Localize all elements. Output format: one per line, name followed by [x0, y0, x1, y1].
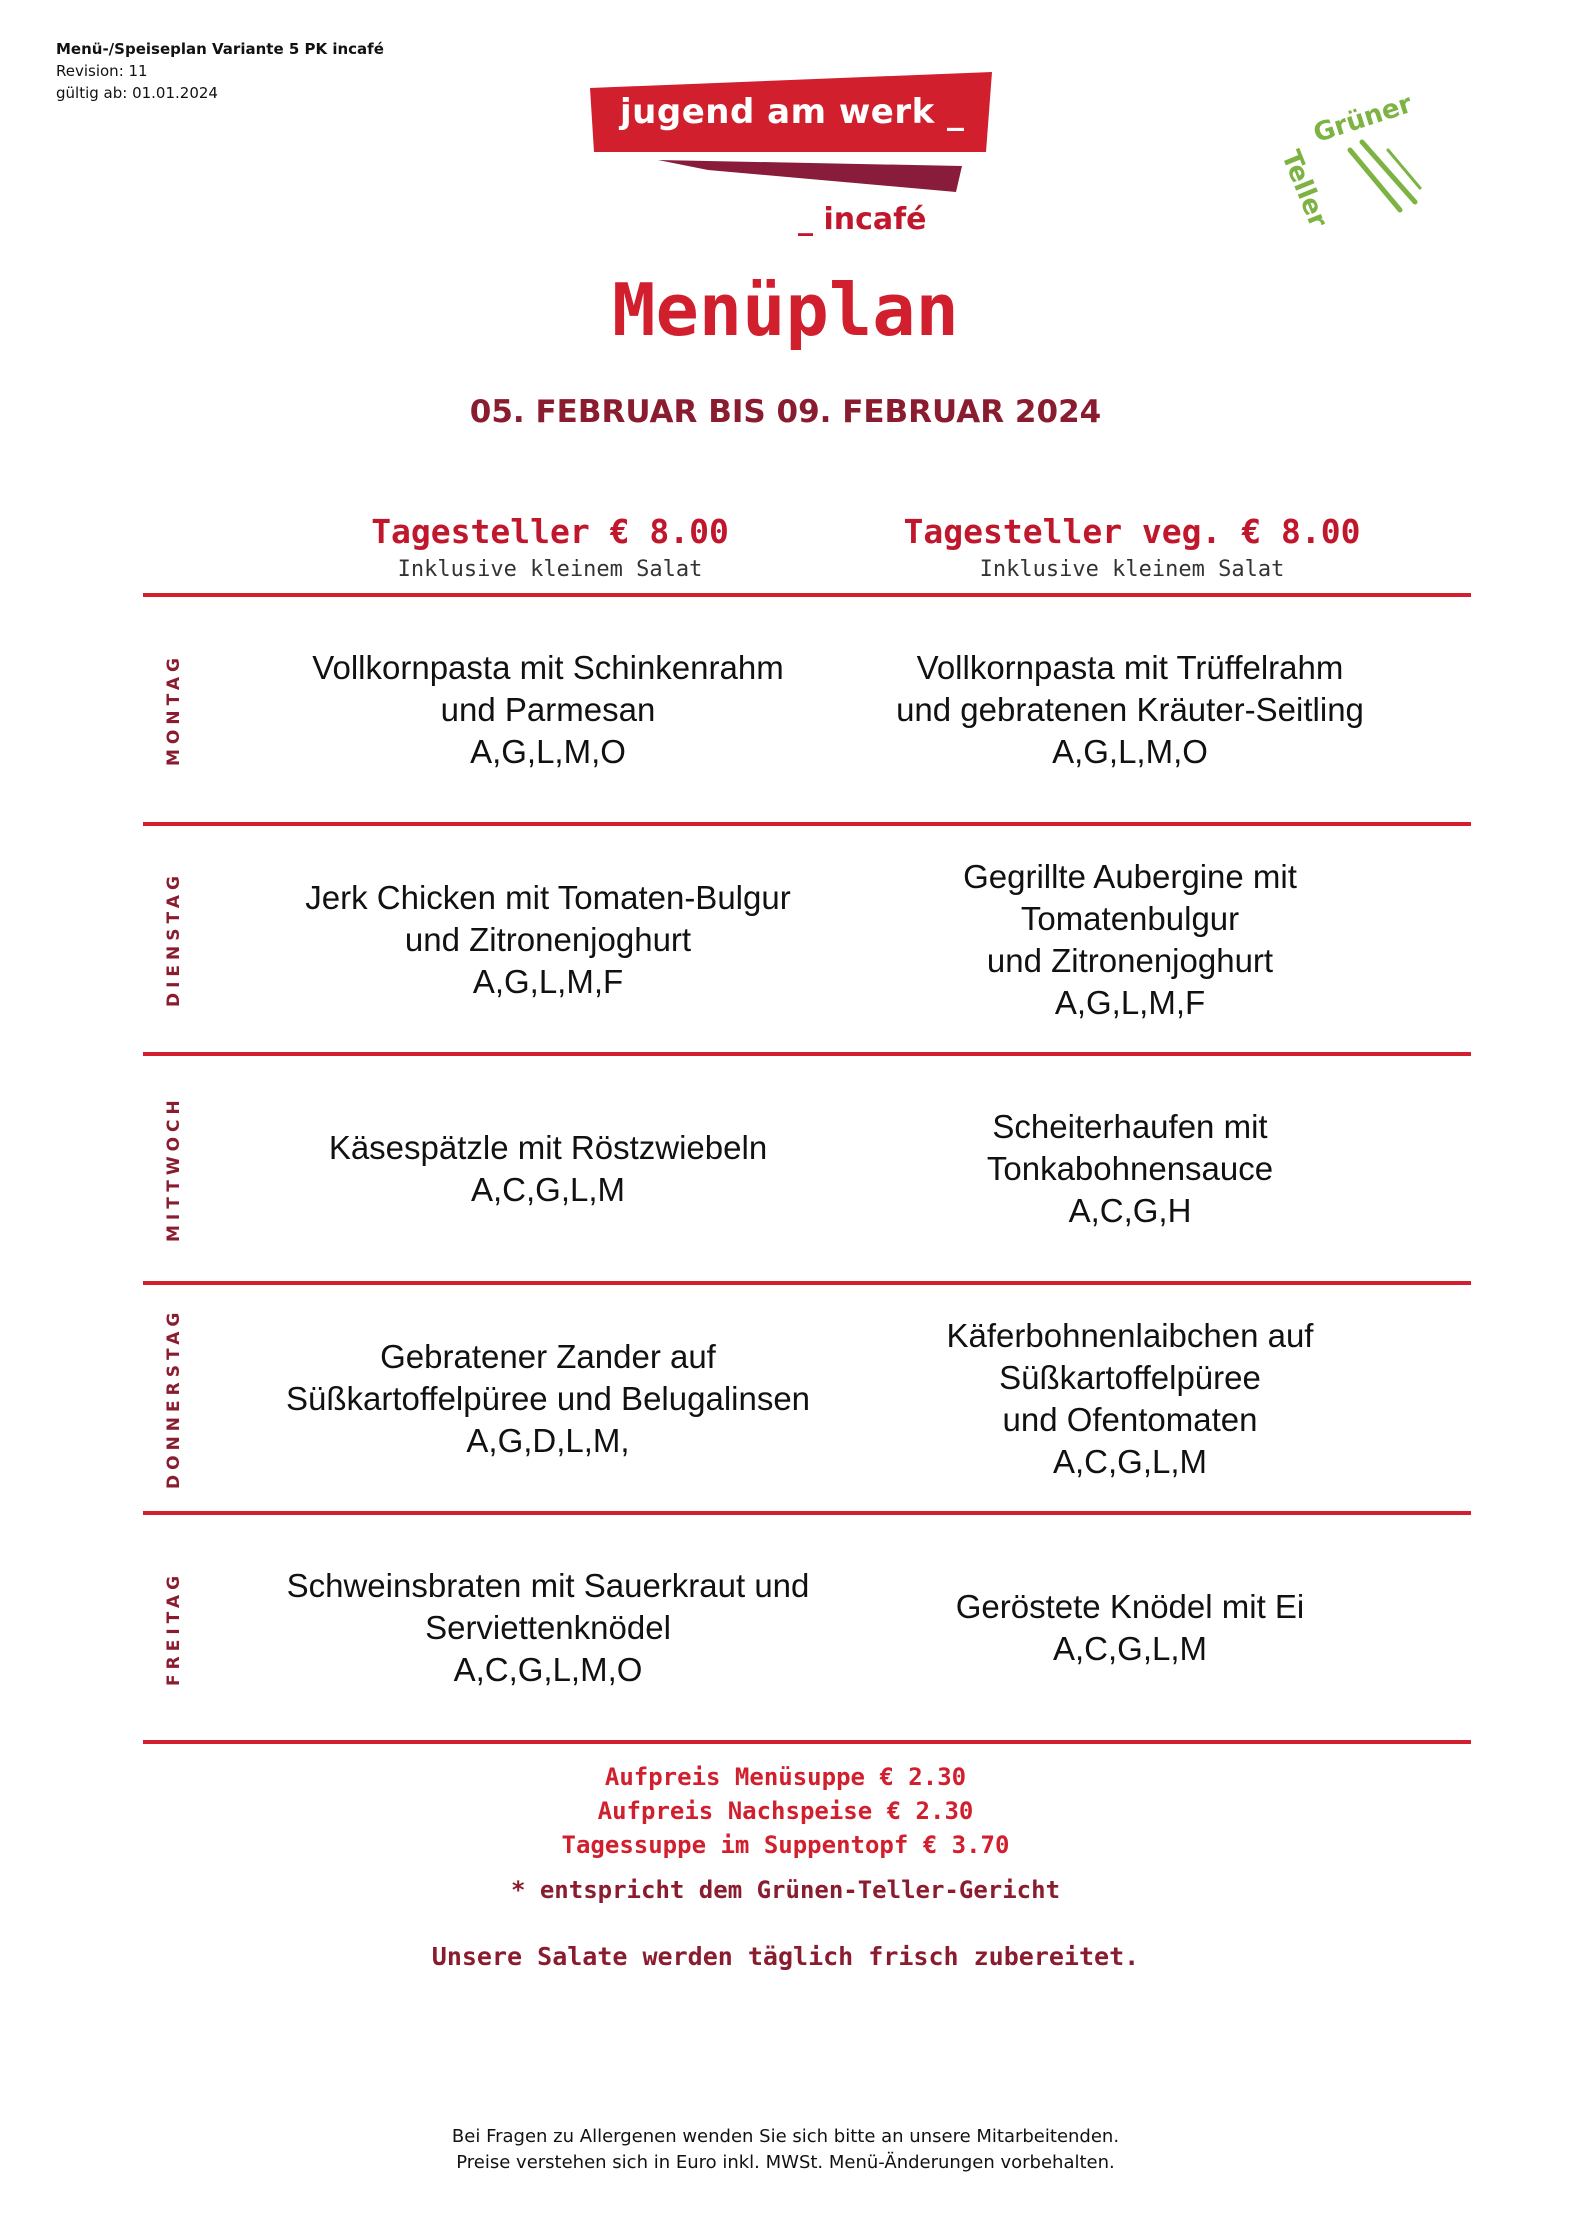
- day-label-freitag: FREITAG: [164, 1570, 184, 1686]
- meal-line: und gebratenen Kräuter-Seitling: [896, 691, 1364, 728]
- meal-line: und Zitronenjoghurt: [986, 941, 1274, 979]
- logo-banner-shape: [588, 70, 998, 200]
- meal-line: und Parmesan: [440, 691, 656, 728]
- meal-line: Süßkartoffelpüree: [999, 1358, 1261, 1396]
- page-title: Menüplan: [612, 268, 959, 352]
- doc-valid-from: gültig ab: 01.01.2024: [56, 84, 218, 102]
- meal-veg-montag: [840, 600, 1420, 820]
- meal-veg-dienstag: [840, 829, 1420, 1050]
- meal-line: Süßkartoffelpüree und Belugalinsen: [285, 1379, 811, 1417]
- day-label-mittwoch: MITTWOCH: [164, 1095, 184, 1243]
- fork-knife-icon: [1270, 90, 1450, 240]
- gruener-teller-logo: [1270, 90, 1450, 240]
- day-label-montag: MONTAG: [164, 653, 184, 767]
- divider-rule: [143, 593, 1471, 597]
- meal-line: Käsespätzle mit Röstzwiebeln: [328, 1129, 768, 1166]
- surcharge-item: Tagessuppe im Suppentopf € 3.70: [561, 1831, 1010, 1859]
- badge-word-gruener: Grüner: [1309, 89, 1416, 149]
- allergen-codes: A,C,G,L,M: [470, 1171, 626, 1208]
- meal-line: Geröstete Knödel mit Ei: [955, 1588, 1305, 1625]
- meal-line: Vollkornpasta mit Schinkenrahm: [312, 649, 784, 686]
- meal-line: Jerk Chicken mit Tomaten-Bulgur: [305, 878, 791, 916]
- meal-meat-dienstag: [258, 829, 838, 1050]
- divider-rule: [143, 822, 1471, 826]
- meal-line: Käferbohnenlaibchen auf: [946, 1316, 1314, 1354]
- meal-meat-mittwoch: [258, 1059, 838, 1279]
- column-subheading: Inklusive kleinem Salat: [397, 557, 703, 582]
- day-label-donnerstag: DONNERSTAG: [164, 1307, 184, 1490]
- divider-rule: [143, 1281, 1471, 1285]
- allergen-codes: A,C,G,L,M: [1052, 1442, 1208, 1480]
- column-heading: Tagesteller € 8.00: [371, 512, 729, 551]
- meal-veg-donnerstag: [840, 1288, 1420, 1509]
- allergen-codes: A,G,D,L,M,: [466, 1421, 630, 1459]
- column-subheading: Inklusive kleinem Salat: [979, 557, 1285, 582]
- meal-line: Tomatenbulgur: [1020, 899, 1240, 937]
- date-range: 05. FEBRUAR BIS 09. FEBRUAR 2024: [469, 394, 1102, 430]
- meal-veg-freitag: [840, 1518, 1420, 1738]
- green-plate-note: * entspricht dem Grünen-Teller-Gericht: [510, 1876, 1061, 1904]
- divider-rule: [143, 1052, 1471, 1056]
- allergen-codes: A,G,L,M,F: [1054, 983, 1206, 1021]
- divider-rule: [143, 1511, 1471, 1515]
- footer-price-note: Preise verstehen sich in Euro inkl. MWSt. Menü-Änderungen vorbehalten.: [456, 2152, 1115, 2173]
- meal-line: Tonkabohnensauce: [986, 1150, 1274, 1187]
- salad-note: Unsere Salate werden täglich frisch zubereitet.: [431, 1942, 1140, 1971]
- allergen-codes: A,G,L,M,F: [472, 962, 624, 1000]
- meal-line: und Ofentomaten: [1002, 1400, 1258, 1438]
- meal-meat-donnerstag: [258, 1288, 838, 1509]
- meal-line: und Zitronenjoghurt: [404, 920, 692, 958]
- column-heading: Tagesteller veg. € 8.00: [903, 512, 1361, 551]
- column-head-veg: [852, 512, 1412, 582]
- allergen-codes: A,G,L,M,O: [1052, 733, 1208, 770]
- allergen-codes: A,G,L,M,O: [470, 733, 626, 770]
- meal-line: Schweinsbraten mit Sauerkraut und: [286, 1567, 810, 1604]
- badge-word-teller: Teller: [1275, 146, 1334, 232]
- meal-line: Gegrillte Aubergine mit: [963, 857, 1297, 895]
- footer: [0, 2124, 1571, 2176]
- column-head-meat: [270, 512, 830, 582]
- allergen-codes: A,C,G,H: [1068, 1192, 1192, 1229]
- doc-revision: Revision: 11: [56, 62, 148, 80]
- meal-line: Serviettenknödel: [425, 1609, 671, 1646]
- surcharge-item: Aufpreis Menüsuppe € 2.30: [604, 1763, 967, 1791]
- divider-rule: [143, 1740, 1471, 1744]
- logo-brand-text: jugend am werk _: [620, 92, 965, 132]
- meal-veg-mittwoch: [840, 1059, 1420, 1279]
- allergen-codes: A,C,G,L,M: [1052, 1630, 1208, 1667]
- meal-line: Gebratener Zander auf: [380, 1337, 716, 1375]
- document-meta: [56, 38, 384, 104]
- surcharge-list: [0, 1760, 1571, 1862]
- footer-allergen-note: Bei Fragen zu Allergenen wenden Sie sich bitte an unsere Mitarbeitenden.: [451, 2126, 1120, 2147]
- meal-meat-freitag: [258, 1518, 838, 1738]
- doc-title: Menü-/Speiseplan Variante 5 PK incafé: [56, 40, 384, 58]
- meal-line: Vollkornpasta mit Trüffelrahm: [916, 649, 1344, 686]
- allergen-codes: A,C,G,L,M,O: [453, 1651, 643, 1688]
- logo-sub-text: _ incafé: [798, 202, 927, 237]
- meal-line: Scheiterhaufen mit: [992, 1108, 1268, 1145]
- meal-meat-montag: [258, 600, 838, 820]
- day-label-dienstag: DIENSTAG: [164, 871, 184, 1008]
- surcharge-item: Aufpreis Nachspeise € 2.30: [597, 1797, 974, 1825]
- jugend-am-werk-logo: [588, 70, 998, 250]
